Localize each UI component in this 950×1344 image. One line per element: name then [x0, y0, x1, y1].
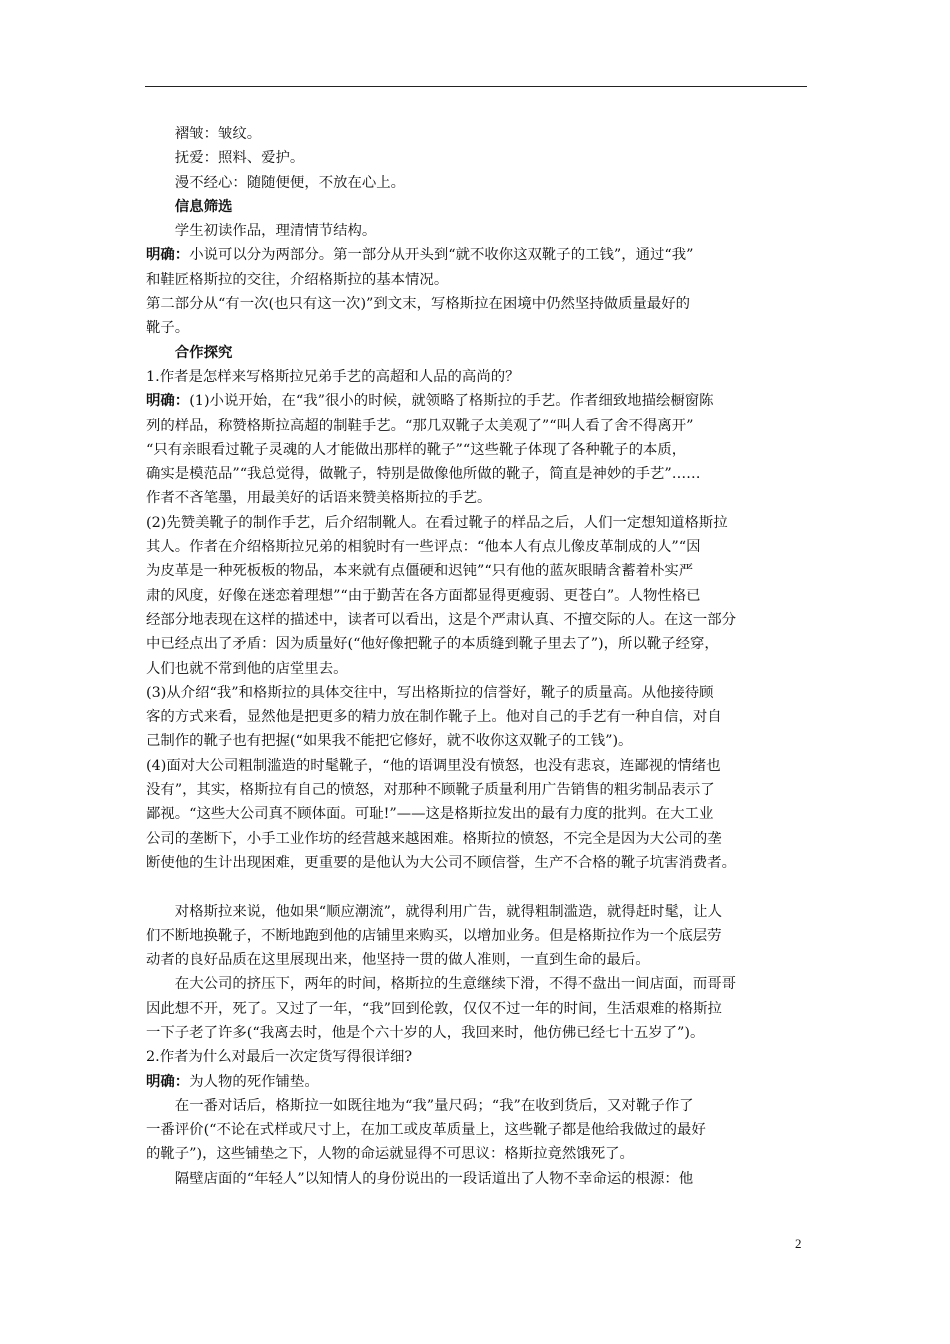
text-line	[146, 243, 810, 267]
line-text: 对格斯拉来说，他如果“顺应潮流”，就得利用广告，就得粗制滥造，就得赶时髦，让人	[174, 903, 722, 920]
line-text: 们不断地换靴子，不断地跑到他的店铺里来购买，以增加业务。但是格斯拉作为一个底层劳	[146, 927, 722, 944]
line-text: 经部分地表现在这样的描述中，读者可以看出，这是个严肃认真、不擅交际的人。在这一部分	[146, 611, 737, 628]
line-text: 褶皱：皱纹。	[174, 126, 262, 142]
line-text: 在大公司的挤压下，两年的时间，格斯拉的生意继续下滑，不得不盘出一间店面，而哥哥	[174, 976, 737, 993]
line-text: 为皮革是一种死板板的物品，本来就有点僵硬和迟钝”“只有他的蓝灰眼睛含蓄着朴实严	[146, 563, 694, 580]
text-line	[146, 1021, 810, 1045]
line-text: (3)从介绍“我”和格斯拉的具体交往中，写出格斯拉的信誉好，靴子的质量高。从他接待顾	[146, 684, 714, 701]
line-text: 信息筛选	[174, 197, 233, 215]
text-line	[146, 268, 810, 292]
line-text: 公司的垄断下，小手工业作坊的经营越来越困难。格斯拉的愤怒，不完全是因为大公司的垄	[146, 830, 722, 847]
text-line	[146, 584, 810, 608]
line-text: 动者的良好品质在这里展现出来，他坚持一贯的做人准则，一直到生命的最后。	[146, 952, 650, 969]
text-line	[146, 657, 810, 681]
line-text: 没有”，其实，格斯拉有自己的愤怒，对那种不顾靴子质量利用广告销售的粗劣制品表示了	[146, 782, 715, 799]
text-line	[146, 972, 810, 996]
line-text: 隔壁店面的“年轻人”以知情人的身份说出的一段话道出了人物不幸命运的根源：他	[174, 1170, 694, 1187]
text-line	[146, 292, 810, 316]
line-text: 肃的风度，好像在迷恋着理想”“由于勤苦在各方面都显得更瘦弱、更苍白”。人物性格已	[146, 587, 701, 604]
line-text: 一番评价(“不论在式样或尺寸上，在加工或皮革质量上，这些靴子都是他给我做过的最好	[146, 1122, 706, 1139]
text-line	[146, 1167, 810, 1191]
text-line	[146, 535, 810, 559]
page-number: 2	[795, 1236, 802, 1251]
text-line	[146, 851, 810, 875]
line-text: (4)面对大公司粗制滥造的时髦靴子，“他的语调里没有愤怒，也没有悲哀，连鄙视的情绪也	[146, 757, 721, 774]
text-line	[146, 414, 810, 438]
line-text: 己制作的靴子也有把握(“如果我不能把它修好，就不收你这双靴子的工钱”)。	[146, 733, 633, 750]
text-line	[146, 219, 810, 243]
text-line	[146, 146, 810, 170]
line-text: 断使他的生计出现困难，更重要的是他认为大公司不顾信誉，生产不合格的靴子坑害消费者。	[146, 854, 737, 871]
line-text: 因此想不开，死了。又过了一年，“我”回到伦敦，仅仅不过一年的时间，生活艰难的格斯拉	[146, 1000, 722, 1017]
line-text: “只有亲眼看过靴子灵魂的人才能做出那样的靴子”“这些靴子体现了各种靴子的本质，	[146, 441, 687, 458]
text-line	[146, 632, 810, 656]
text-line	[146, 900, 810, 924]
document-body	[146, 122, 810, 1191]
text-line	[146, 171, 810, 195]
text-line	[146, 948, 810, 972]
line-text: 在一番对话后，格斯拉一如既往地为“我”量尺码；“我”在收到货后，又对靴子作了	[174, 1097, 694, 1114]
line-text: 作者不吝笔墨，用最美好的话语来赞美格斯拉的手艺。	[146, 490, 492, 507]
text-line	[146, 1094, 810, 1118]
text-line	[146, 1118, 810, 1142]
text-line	[146, 802, 810, 826]
line-text: (1)小说开始，在“我”很小的时候，就领略了格斯拉的手艺。作者细致地描绘橱窗陈	[189, 393, 714, 410]
line-text: 一下子老了许多(“我离去时，他是个六十岁的人，我回来时，他仿佛已经七十五岁了”)。	[146, 1024, 705, 1041]
line-text: 1.作者是怎样来写格斯拉兄弟手艺的高超和人品的高尚的？	[146, 368, 520, 385]
line-text: 其人。作者在介绍格斯拉兄弟的相貌时有一些评点：“他本人有点儿像皮革制成的人”“因	[146, 539, 701, 556]
text-line	[146, 754, 810, 778]
text-line	[146, 438, 810, 462]
line-text: 的靴子”)，这些铺垫之下，人物的命运就显得不可思议：格斯拉竟然饿死了。	[146, 1146, 634, 1163]
line-text: 2.作者为什么对最后一次定货写得很详细?	[146, 1049, 413, 1066]
text-line	[146, 997, 810, 1021]
text-line	[146, 608, 810, 632]
answer-label: 明确：	[146, 392, 190, 410]
line-text: 合作探究	[174, 343, 233, 361]
line-text: 和鞋匠格斯拉的交往，介绍格斯拉的基本情况。	[146, 271, 449, 288]
text-line	[146, 778, 810, 802]
section-heading	[146, 195, 810, 219]
line-text: 客的方式来看，显然他是把更多的精力放在制作靴子上。他对自己的手艺有一种自信，对自	[146, 709, 722, 726]
answer-label: 明确：	[146, 246, 190, 264]
line-text: 小说可以分为两部分。第一部分从开头到“就不收你这双靴子的工钱”，通过“我”	[189, 247, 694, 264]
text-line	[146, 729, 810, 753]
line-text: 抚爱：照料、爱护。	[174, 150, 305, 167]
text-line	[146, 462, 810, 486]
line-text: 中已经点出了矛盾：因为质量好(“他好像把靴子的本质缝到靴子里去了”)，所以靴子经穿，	[146, 636, 719, 653]
line-text: 靴子。	[146, 320, 190, 337]
text-line	[146, 827, 810, 851]
text-line	[146, 511, 810, 535]
text-line	[146, 316, 810, 340]
line-text: 鄙视。“这些大公司真不顾体面。可耻!”——这是格斯拉发出的最有力度的批判。在大工业	[146, 806, 714, 823]
text-line	[146, 705, 810, 729]
line-text: 人们也就不常到他的店堂里去。	[146, 660, 348, 677]
text-line	[146, 1045, 810, 1069]
text-line	[146, 365, 810, 389]
line-text: 第二部分从“有一次(也只有这一次)”到文末，写格斯拉在困境中仍然坚持做质量最好的	[146, 296, 691, 313]
line-text: 确实是模范品”“我总觉得，做靴子，特别是做像他所做的靴子，简直是神妙的手艺”……	[146, 466, 701, 483]
text-line	[146, 1070, 810, 1094]
text-line	[146, 1142, 810, 1166]
text-line	[146, 122, 810, 146]
line-text: 为人物的死作铺垫。	[189, 1073, 319, 1090]
line-text: 列的样品，称赞格斯拉高超的制鞋手艺。“那几双靴子太美观了”“叫人看了舍不得离开”	[146, 417, 694, 434]
answer-label: 明确：	[146, 1072, 190, 1090]
text-line	[146, 924, 810, 948]
text-line	[146, 681, 810, 705]
line-text: 漫不经心：随随便便，不放在心上。	[174, 174, 406, 191]
header-rule	[145, 86, 807, 87]
text-line	[146, 389, 810, 413]
text-line	[146, 559, 810, 583]
line-text: (2)先赞美靴子的制作手艺，后介绍制靴人。在看过靴子的样品之后，人们一定想知道格斯拉	[146, 514, 728, 531]
section-heading	[146, 341, 810, 365]
text-line	[146, 486, 810, 510]
line-text: 学生初读作品，理清情节结构。	[174, 223, 377, 240]
blank-line	[146, 875, 810, 899]
